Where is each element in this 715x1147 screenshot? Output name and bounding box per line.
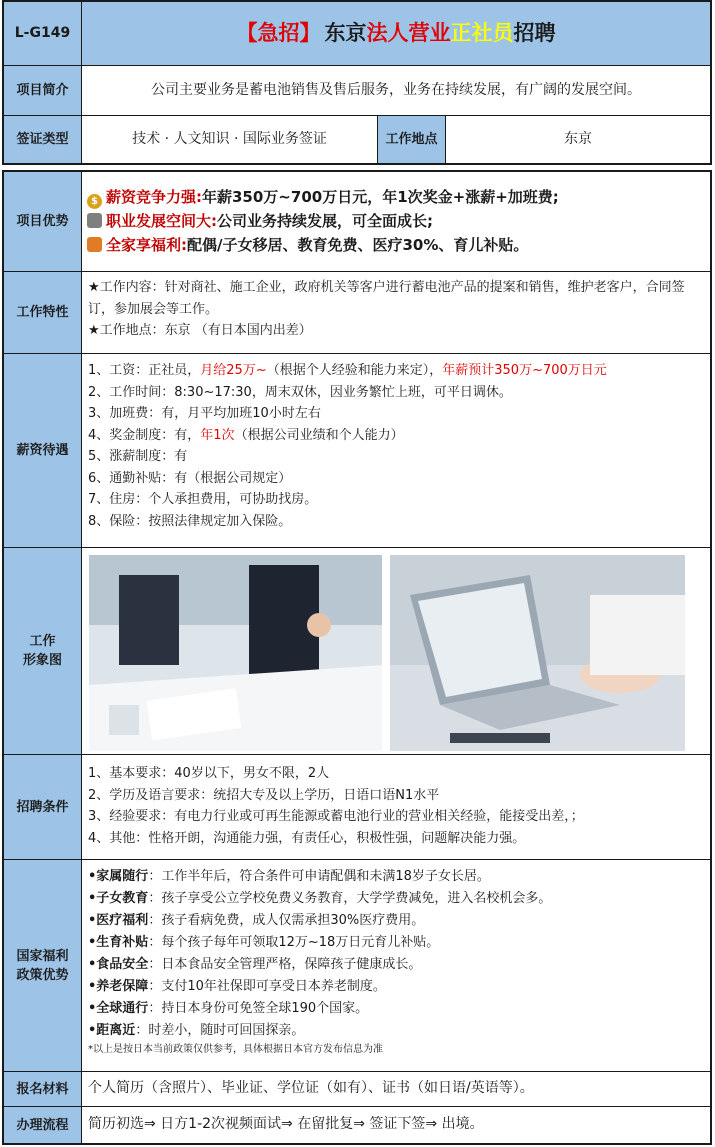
policy-item: [88, 954, 704, 976]
title-recruit: 招聘: [513, 20, 556, 45]
materials-text: 个人简历（含照片）、毕业证、学位证（如有）、证书（如日语/英语等）。: [88, 1080, 534, 1097]
salary-item: 7、住房：个人承担费用，可协助找房。: [88, 492, 318, 507]
images-row: [4, 547, 710, 754]
process-text: 简历初选⇒ 日方1-2次视频面试⇒ 在留批复⇒ 签证下签⇒ 出境。: [88, 1116, 484, 1133]
salary-item: [88, 425, 704, 447]
requirement-item: 1、基本要求：40岁以下，男女不限，2人: [88, 766, 330, 781]
salary-text: ，: [429, 363, 443, 378]
salary-list: [82, 354, 710, 547]
advantages-row: [4, 172, 710, 271]
salary-item: 6、通勤补贴：有（根据公司规定）: [88, 470, 292, 486]
visa-row: [4, 115, 710, 163]
advantage-text: 年薪350万~700万日元，年1次奖金+涨薪+加班费;: [202, 188, 559, 206]
policy-item: [88, 888, 704, 910]
requirement-item: 3、经验要求：有电力行业或可再生能源或蓄电池行业的营业相关经验，能接受出差，；: [88, 809, 584, 824]
materials-label: 报名材料: [4, 1072, 82, 1106]
salary-text: 4、奖金制度：有，: [88, 427, 201, 443]
title-bracket-close: 】: [299, 20, 321, 45]
title-corp: 法人营业: [366, 20, 451, 45]
policy-title: •距离近: [88, 1023, 136, 1038]
requirements-label: 招聘条件: [4, 755, 82, 859]
salary-text: （根据公司业绩和个人能力）: [234, 427, 404, 443]
title-bracket-open: 【: [236, 20, 258, 45]
policy-list: [82, 860, 710, 1071]
salary-item: 5、涨薪制度：有: [88, 449, 188, 464]
policy-item: [88, 1020, 704, 1042]
policy-text: ：持日本身份可免签全球190个国家。: [148, 1001, 369, 1016]
meeting-photo: [89, 555, 382, 751]
salary-item: 8、保险：按照法律规定加入保险。: [88, 513, 292, 529]
requirement-item: 2、学历及语言要求：统招大专及以上学历，日语口语N1水平: [88, 787, 440, 803]
features-content: ★工作内容：针对商社、施工企业，政府机关等客户进行蓄电池产品的提案和销售，维护老客户，合同签订，参加展会等工作。: [88, 280, 685, 317]
policy-title: •生育补贴: [88, 935, 149, 950]
requirements-list: [82, 755, 710, 859]
intro-label: 项目简介: [4, 66, 82, 115]
requirement-item: 4、其他：性格开朗，沟通能力强，有责任心，积极性强，问题解决能力强。: [88, 830, 526, 846]
advantages-list: [82, 172, 710, 271]
salary-text: （根据个人经验和能力来定）: [266, 363, 430, 378]
laptop-photo: [390, 555, 685, 751]
title-city: 东京: [324, 20, 367, 45]
intro-text: 公司主要业务是蓄电池销售及售后服务，业务在持续发展，有广阔的发展空间。: [151, 81, 641, 98]
advantage-title: 薪资竞争力强:: [106, 188, 202, 206]
policy-title: •全球通行: [88, 1001, 149, 1016]
house-icon: [87, 237, 102, 252]
visa-label: 签证类型: [4, 116, 82, 163]
process-row: [4, 1106, 710, 1143]
salary-highlight: 年薪预计350万~700万日元: [442, 363, 607, 378]
policy-title: •医疗福利: [88, 913, 149, 928]
policy-note: *以上是按日本当前政策仅供参考，具体根据日本官方发布信息为准: [88, 1044, 383, 1055]
features-row: [4, 271, 710, 353]
images-label-line: 工作: [29, 634, 56, 649]
images-label: [4, 548, 82, 754]
salary-item: 2、工作时间：8:30~17:30，周末双休，因业务繁忙上班，可平日调休。: [88, 384, 512, 400]
images-area: [82, 548, 710, 754]
policy-text: ：孩子享受公立学校免费义务教育，大学学费减免，进入名校机会多。: [148, 891, 552, 906]
policy-label-line: 国家福利: [16, 948, 69, 964]
advantage-item: [87, 185, 704, 209]
detail-block: [2, 170, 712, 1145]
job-code: L-G149: [4, 2, 82, 65]
advantage-text: 公司业务持续发展，可全面成长;: [217, 212, 434, 230]
advantage-item: [87, 209, 704, 233]
location-value: 东京: [564, 130, 592, 147]
advantage-text: 配偶/子女移居、教育免费、医疗30%、育儿补贴。: [187, 236, 529, 254]
title-regular: 正社员: [450, 20, 514, 45]
policy-row: [4, 859, 710, 1071]
policy-title: •食品安全: [88, 957, 149, 972]
location-label: 工作地点: [378, 116, 446, 163]
policy-title: •养老保障: [88, 979, 149, 994]
policy-title: •家属随行: [88, 869, 149, 884]
policy-item: [88, 932, 704, 954]
header-block: [2, 0, 712, 165]
salary-highlight: 年1次: [200, 427, 235, 443]
policy-label-line: 政策优势: [16, 967, 69, 983]
policy-text: ：工作半年后，符合条件可申请配偶和未满18岁子女长居。: [148, 869, 490, 884]
salary-highlight: 月给25万~: [200, 363, 267, 378]
policy-text: ：日本食品安全管理严格，保障孩子健康成长。: [148, 957, 422, 972]
images-label-line: 形象图: [22, 653, 62, 668]
salary-item: 3、加班费：有，月平均加班10小时左右: [88, 406, 321, 421]
process-label: 办理流程: [4, 1107, 82, 1143]
policy-text: ：每个孩子每年可领取12万~18万日元育儿补贴。: [148, 935, 440, 950]
policy-text: ：时差小，随时可回国探亲。: [135, 1023, 305, 1038]
policy-title: •子女教育: [88, 891, 149, 906]
materials-row: [4, 1071, 710, 1106]
policy-item: [88, 998, 704, 1020]
salary-item: [88, 360, 704, 382]
page-title: [82, 2, 710, 65]
requirements-row: [4, 754, 710, 859]
policy-text: ：孩子看病免费，成人仅需承担30%医疗费用。: [148, 913, 425, 928]
salary-label: 薪资待遇: [4, 354, 82, 547]
policy-item: [88, 866, 704, 888]
features-text: [82, 272, 710, 353]
policy-text: ：支付10年社保即可享受日本养老制度。: [148, 979, 386, 994]
visa-text: 技术 · 人文知识 · 国际业务签证: [82, 116, 378, 163]
salary-text: 1、工资：正社员，: [88, 363, 201, 378]
salary-row: [4, 353, 710, 547]
tools-icon: [87, 213, 102, 228]
advantages-label: 项目优势: [4, 172, 82, 271]
features-location: ★工作地点：东京 （有日本国内出差）: [88, 323, 312, 338]
title-urgent: 急招: [257, 20, 300, 45]
policy-item: [88, 976, 704, 998]
advantage-title: 职业发展空间大:: [106, 212, 217, 230]
money-bag-icon: $: [87, 194, 102, 209]
advantage-title: 全家享福利:: [106, 236, 187, 254]
advantage-item: [87, 233, 704, 257]
title-row: [4, 2, 710, 65]
features-label: 工作特性: [4, 272, 82, 353]
policy-label: [4, 860, 82, 1071]
intro-row: [4, 65, 710, 115]
policy-item: [88, 910, 704, 932]
